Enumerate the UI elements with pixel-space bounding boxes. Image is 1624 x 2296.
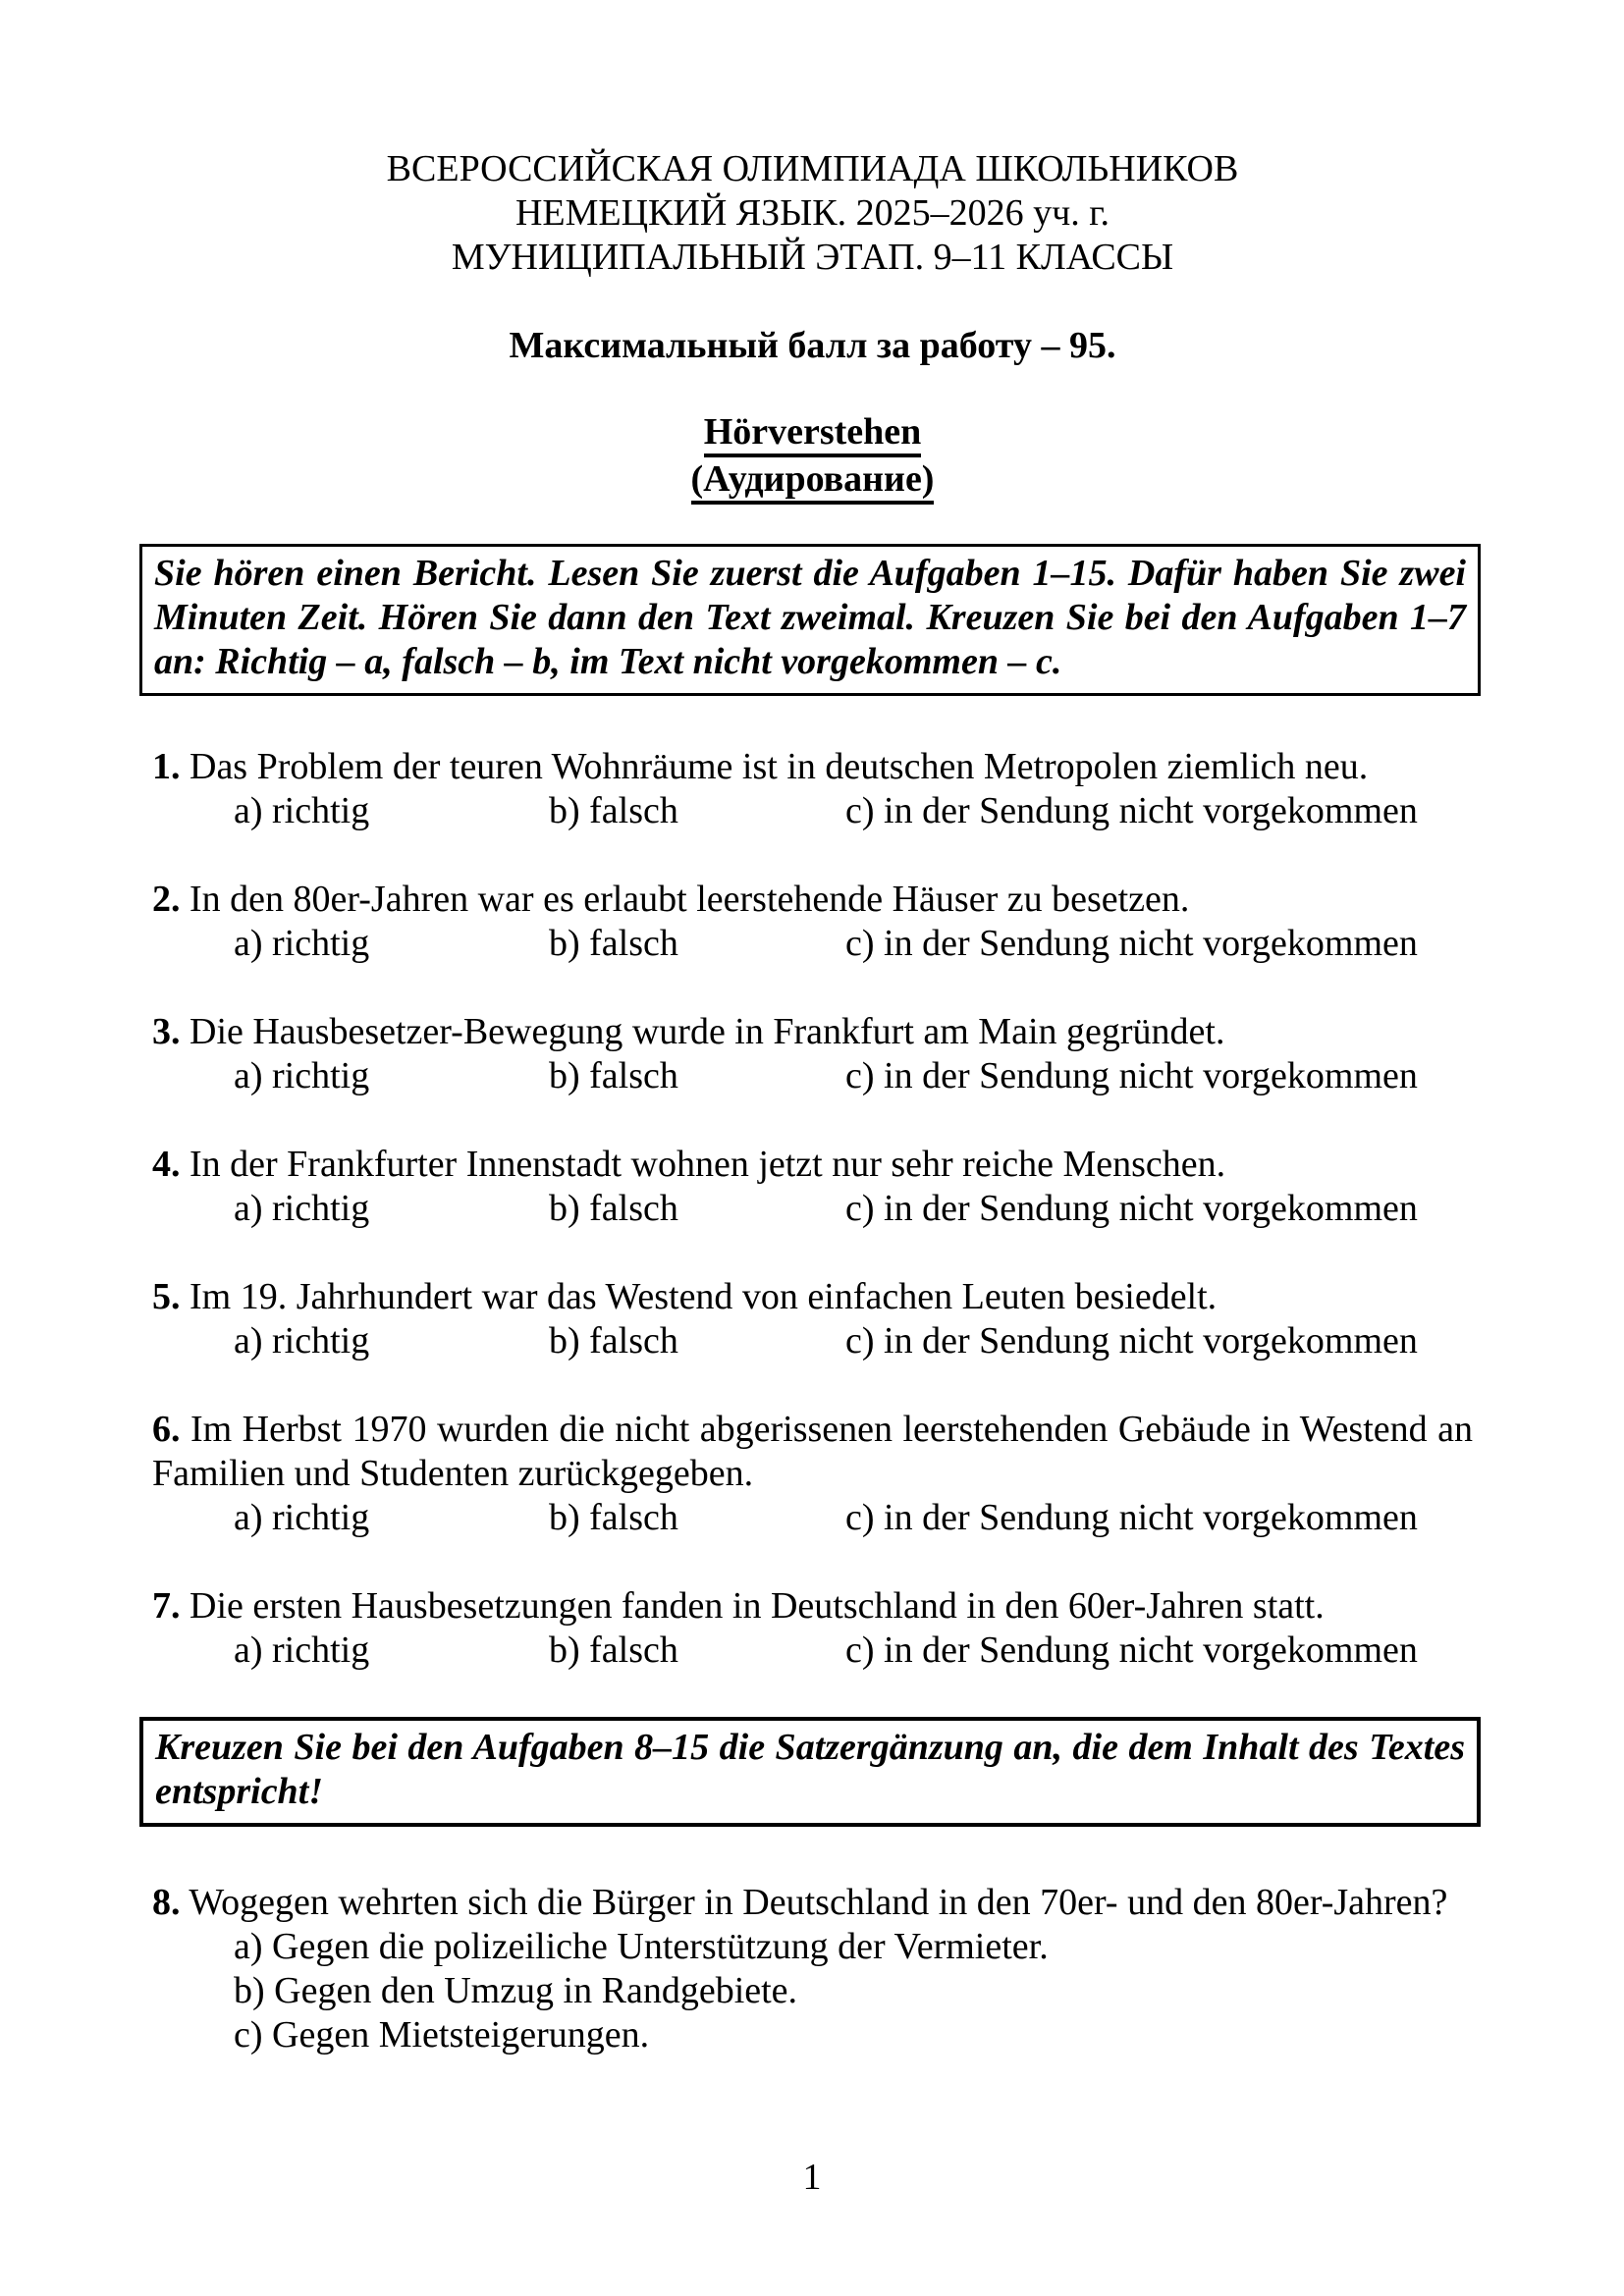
question-2-line — [152, 878, 1473, 922]
question-8-statement: Wogegen wehrten sich die Bürger in Deutschland in den 70er- und den 80er-Jahren? — [189, 1882, 1448, 1923]
question-1-option-b: b) falsch — [549, 790, 678, 831]
question-1-options — [152, 789, 1473, 833]
question-6-statement: Im Herbst 1970 wurden die nicht abgerissenen leerstehenden Gebäude in Westend an Familien und Studenten zurückgegeben. — [152, 1409, 1473, 1494]
question-6-line — [152, 1408, 1473, 1496]
question-7-options — [152, 1629, 1473, 1673]
question-1-number: 1. — [152, 746, 181, 787]
question-6-option-b: b) falsch — [549, 1497, 678, 1538]
question-5-options — [152, 1319, 1473, 1363]
question-3-statement: Die Hausbesetzer-Bewegung wurde in Frankfurt am Main gegründet. — [189, 1011, 1225, 1052]
question-2-option-b: b) falsch — [549, 923, 678, 964]
question-6-option-c: c) in der Sendung nicht vorgekommen — [845, 1497, 1418, 1538]
question-3-option-b: b) falsch — [549, 1055, 678, 1096]
question-4-number: 4. — [152, 1144, 181, 1185]
question-2-option-c: c) in der Sendung nicht vorgekommen — [845, 923, 1418, 964]
question-8-number: 8. — [152, 1882, 181, 1923]
question-3-option-c: c) in der Sendung nicht vorgekommen — [845, 1055, 1418, 1096]
question-1-option-a: a) richtig — [234, 790, 370, 831]
question-1-option-c: c) in der Sendung nicht vorgekommen — [845, 790, 1418, 831]
question-6 — [152, 1408, 1473, 1540]
question-5-option-b: b) falsch — [549, 1320, 678, 1362]
question-2-number: 2. — [152, 879, 181, 920]
question-5-line — [152, 1275, 1473, 1319]
question-8-option-b: b) Gegen den Umzug in Randgebiete. — [234, 1970, 798, 2011]
question-6-option-a: a) richtig — [234, 1497, 370, 1538]
question-4-line — [152, 1143, 1473, 1187]
section-title-block — [152, 410, 1473, 505]
question-7-option-c: c) in der Sendung nicht vorgekommen — [845, 1629, 1418, 1671]
question-5 — [152, 1275, 1473, 1363]
question-1-line — [152, 745, 1473, 789]
question-5-statement: Im 19. Jahrhundert war das Westend von einfachen Leuten besiedelt. — [189, 1276, 1218, 1317]
page-number: 1 — [802, 2157, 822, 2198]
question-4-option-c: c) in der Sendung nicht vorgekommen — [845, 1188, 1418, 1229]
question-2-options — [152, 922, 1473, 966]
max-score-line: Максимальный балл за работу – 95. — [509, 325, 1116, 366]
instruction-box-1: Sie hören einen Bericht. Lesen Sie zuerst die Aufgaben 1–15. Dafür haben Sie zwei Minuten Zeit. Hören Sie dann den Text zweimal. Kreuzen Sie bei den Aufgaben 1–7 an: Richtig – a, falsch – b, im Text nicht vorgekommen – c. — [139, 544, 1481, 696]
question-2-option-a: a) richtig — [234, 923, 370, 964]
question-1-statement: Das Problem der teuren Wohnräume ist in deutschen Metropolen ziemlich neu. — [189, 746, 1369, 787]
section-title-german: Hörverstehen — [704, 411, 922, 457]
question-4-option-b: b) falsch — [549, 1188, 678, 1229]
header-line-olympiad: ВСЕРОССИЙСКАЯ ОЛИМПИАДА ШКОЛЬНИКОВ — [386, 148, 1239, 189]
question-3 — [152, 1010, 1473, 1098]
question-4-options — [152, 1187, 1473, 1231]
question-1 — [152, 745, 1473, 833]
question-7-option-a: a) richtig — [234, 1629, 370, 1671]
section-title-russian-row — [152, 457, 1473, 505]
question-7-number: 7. — [152, 1585, 181, 1627]
question-4 — [152, 1143, 1473, 1231]
question-3-number: 3. — [152, 1011, 181, 1052]
question-5-option-a: a) richtig — [234, 1320, 370, 1362]
question-2-statement: In den 80er-Jahren war es erlaubt leerstehende Häuser zu besetzen. — [189, 879, 1190, 920]
question-8-line — [152, 1881, 1473, 1925]
question-8-option-c: c) Gegen Mietsteigerungen. — [234, 2014, 650, 2056]
question-4-statement: In der Frankfurter Innenstadt wohnen jetzt nur sehr reiche Menschen. — [189, 1144, 1226, 1185]
questions-1-7 — [152, 745, 1473, 1673]
question-4-option-a: a) richtig — [234, 1188, 370, 1229]
question-5-number: 5. — [152, 1276, 181, 1317]
question-8-option-a: a) Gegen die polizeiliche Unterstützung der Vermieter. — [234, 1926, 1049, 1967]
question-2 — [152, 878, 1473, 966]
question-7-line — [152, 1584, 1473, 1629]
section-title-russian: (Аудирование) — [691, 458, 935, 505]
question-6-number: 6. — [152, 1409, 181, 1450]
question-7-statement: Die ersten Hausbesetzungen fanden in Deutschland in den 60er-Jahren statt. — [189, 1585, 1325, 1627]
question-5-option-c: c) in der Sendung nicht vorgekommen — [845, 1320, 1418, 1362]
question-3-line — [152, 1010, 1473, 1054]
instruction-box-2: Kreuzen Sie bei den Aufgaben 8–15 die Satzergänzung an, die dem Inhalt des Textes entspricht! — [139, 1717, 1481, 1827]
header-line-stage-grades: МУНИЦИПАЛЬНЫЙ ЭТАП. 9–11 КЛАССЫ — [451, 237, 1174, 278]
question-7 — [152, 1584, 1473, 1673]
question-7-option-b: b) falsch — [549, 1629, 678, 1671]
header-line-subject-year: НЕМЕЦКИЙ ЯЗЫК. 2025–2026 уч. г. — [514, 192, 1110, 234]
section-title-german-row — [152, 410, 1473, 457]
question-3-options — [152, 1054, 1473, 1098]
question-6-options — [152, 1496, 1473, 1540]
document-header — [152, 147, 1473, 280]
question-3-option-a: a) richtig — [234, 1055, 370, 1096]
question-8 — [152, 1881, 1473, 2057]
